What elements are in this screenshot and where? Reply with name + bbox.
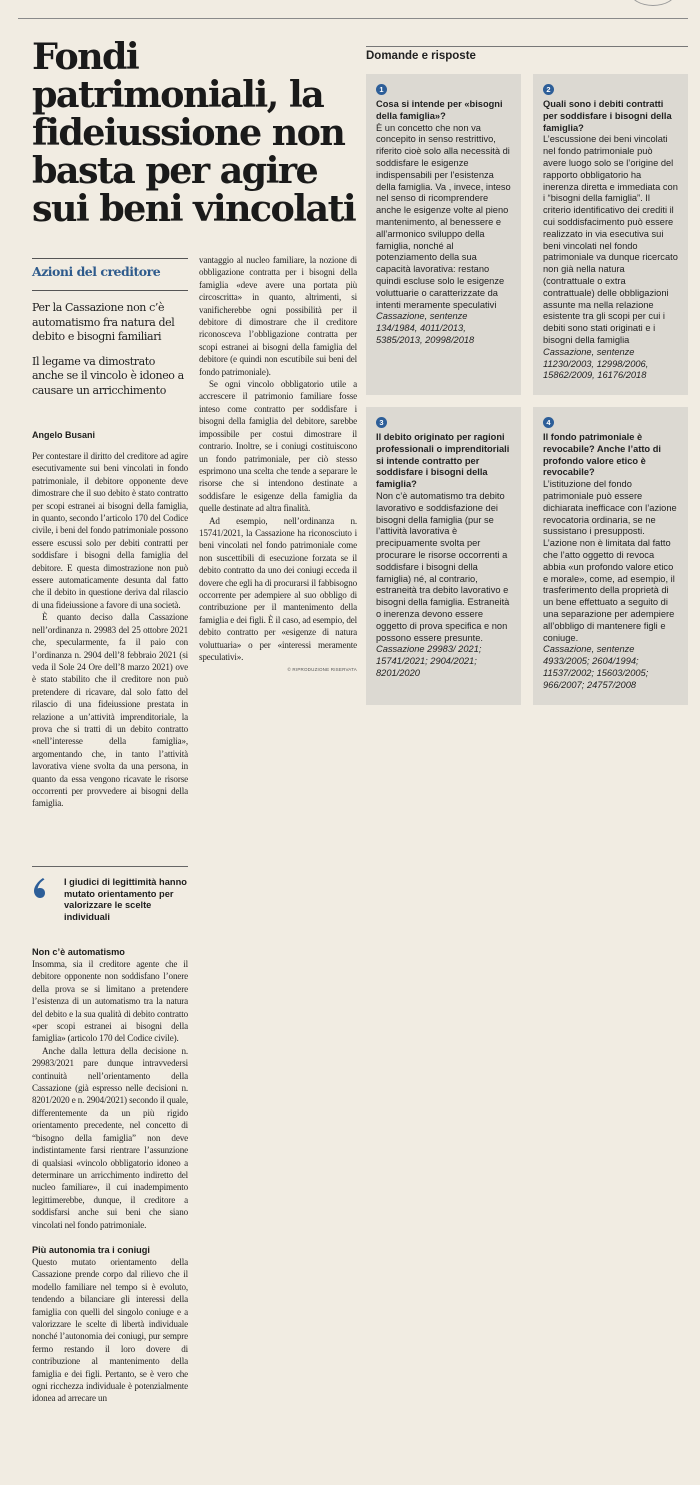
qa-answer: È un concetto che non va concepito in senso restrittivo, riferito cioè solo alla necessità di soddisfare le esigenze indispensabili per l’esistenza della famiglia. Va , invece, inteso nel senso di ricomprendere anche le esigenze volte al pieno mantenimento, al benessere e all’armonico sviluppo della famiglia, nonché al potenziamento della sua capacità lavorativa: restano quindi escluse solo le esigenze voluttuarie o caratterizzate da intenti meramente speculativi [376, 122, 511, 310]
subhead: Non c’è automatismo [32, 947, 125, 957]
qa-citation: Cassazione 29983/ 2021; 15741/2021; 2904/2021; 8201/2020 [376, 644, 482, 678]
pull-quote [32, 866, 188, 923]
paragraph: Insomma, sia il creditore agente che il debitore opponente non soddisfano l’onere della prova se si limitano a pretendere l’esistenza di un automatismo tra la natura del debito e la sua qualità di debito contratto «per scopi estranei ai bisogni della famiglia» (articolo 170 del Codice civile). [32, 959, 188, 1044]
qa-box [533, 74, 688, 395]
author: Angelo Busani [32, 430, 96, 440]
quote-mark-icon [32, 877, 64, 923]
qa-answer: L’escussione dei beni vincolati nel fondo patrimoniale può avere luogo solo se l’origine del rapporto obbligatorio ha inerenza diretta e immediata con i “bisogni della famiglia”. Il criterio identificativo dei crediti il cui soddisfacimento può essere realizzato in via esecutiva sui beni vincolati nel fondo patrimoniale va dunque ricercato non già nella natura (contrattuale o extra contrattuale) delle obbligazioni assunte ma nella relazione esistente tra gli scopi per cui i debiti sono stati originati e i bisogni della famiglia [543, 134, 678, 345]
section-tag: Azioni del creditore [32, 264, 161, 279]
qa-question: Quali sono i debiti contratti per soddisfare i bisogni della famiglia? [543, 99, 672, 133]
paragraph: Anche dalla lettura della decisione n. 29983/2021 pare dunque intravvedersi continuità nell’orientamento della Cassazione (già espresso nelle decisioni n. 8201/2020 e n. 2904/2021) secondo il quale, differentemente da un più rigido orientamento precedente, nel concetto di “bisogno della famiglia” non deve indistintamente farsi rientrare l’assunzione di qualsiasi «vincolo obbligatorio idoneo a determinare un arricchimento indiretto del nucleo familiare», il cui inadempimento legittimerebbe, dunque, il creditore a soddisfarsi anche sui beni che siano vincolati nel fondo patrimoniale. [32, 1045, 188, 1230]
paragraph: Per contestare il diritto del creditore ad agire esecutivamente sui beni vincolati in fondo patrimoniale, il debitore opponente deve dimostrare che il suo debito è stato contratto per scopi estranei ai bisogni della famiglia, in quanto, secondo l’articolo 170 del Codice civile, i beni del fondo patrimoniale possono essere escussi solo per debiti contratti per soddisfare i bisogni della famiglia del debitore. E questa dimostrazione non può essere automaticamente desunta dal fatto che il debito in questione deriva dal rilascio di una fideiussione a favore di una società. [32, 451, 188, 610]
qa-question: Cosa si intende per «bisogni della famiglia»? [376, 99, 503, 121]
paragraph: È quanto deciso dalla Cassazione nell’ordinanza n. 29983 del 25 ottobre 2021 che, specularmente, fa il paio con l’ordinanza n. 2904 dell’8 febbraio 2021 (si veda il Sole 24 Ore dell’8 marzo 2021) ove è stato stabilito che il creditore non può pretendere di ricavare, dal solo fatto del rilascio di una fideiussione prestata in relazione a un’attività imprenditoriale, la prova che si tratti di un debito contratto «nell’interesse della famiglia», argomentando che, in tanto l’attività lavorativa viene svolta da una persona, in quanto da essa vengono ricavate le risorse occorrenti per provvedere ai bisogni della famiglia. [32, 612, 188, 809]
summary-2: Il legame va dimostrato anche se il vincolo è idoneo a causare un arricchimento [32, 354, 184, 397]
summary-1: Per la Cassazione non c’è automatismo fra natura del debito e bisogni familiari [32, 301, 175, 343]
middle-column [199, 254, 357, 672]
qa-question: Il fondo patrimoniale è revocabile? Anche l’atto di profondo valore etico è revocabile? [543, 432, 661, 478]
qa-answer: Non c’è automatismo tra debito lavorativo e soddisfazione dei bisogni della famiglia (pur se l’attività lavorativa è precipuamente svolta per procurare le risorse occorrenti a soddisfare i bisogni della famiglia) né, al contrario, estraneità tra debito lavorativo e bisogni della famiglia. Estraneità o inerenza devono essere oggetto di prova specifica e non possono essere presunte. [376, 490, 510, 643]
left-body [32, 450, 188, 810]
paragraph: vantaggio al nucleo familiare, la nozione di obbligazione contratta per i bisogni della famiglia «deve avere una portata più circoscritta» in quanto, altrimenti, si vanificherebbe ogni possibilità per il debitore di dimostrare che il creditore riconosceva l’obbligazione contratta per scopi estranei ai bisogni della famiglia del debitore (e quindi non escutibile sui beni del fondo patrimoniale). [199, 255, 357, 377]
paragraph: Se ogni vincolo obbligatorio utile a accrescere il patrimonio familiare fosse inteso come contratto per soddisfare i bisogni della famiglia del debitore, sarebbe impossibile per costui dimostrare il contrario. Inoltre, se i coniugi costituiscono un fondo patrimoniale, per ciò stesso esprimono una scelta che tende a separare le risorse che si intendono destinate a soddisfare le esigenze della famiglia da quelle destinate ad altra finalità. [199, 379, 357, 514]
qa-number-badge: 2 [543, 84, 554, 95]
left-column-lower [32, 947, 188, 1405]
qa-title: Domande e risposte [366, 50, 476, 62]
copyright-notice: © RIPRODUZIONE RISERVATA [287, 667, 357, 673]
subhead: Più autonomia tra i coniugi [32, 1244, 150, 1255]
qa-number-badge: 4 [543, 417, 554, 428]
page-corner-ornament [630, 0, 676, 6]
paragraph: Ad esempio, nell’ordinanza n. 15741/2021, la Cassazione ha riconosciuto i beni vincolati nel fondo patrimoniale come non suscettibili di esecuzione forzata se il debito contratto da uno dei coniugi ecceda il dovere che egli ha di procurarsi il fabbisogno occorrente per adempiere al suo obbligo di contribuzione per il mantenimento della famiglia e dei figli. È il caso, ad esempio, del debito contratto per «esigenze di natura voluttuaria» o per «interessi meramente speculativi». [199, 515, 357, 662]
headline: Fondi patrimoniali, la fideiussione non basta per agire sui beni vincolati [32, 35, 356, 230]
qa-citation: Cassazione, sentenze 4933/2005; 2604/1994; 11537/2002; 15603/2005; 966/2007; 24757/2008 [543, 644, 649, 690]
qa-number-badge: 1 [376, 84, 387, 95]
qa-box [366, 74, 521, 395]
quote-text: I giudici di legittimità hanno mutato orientamento per valorizzare le scelte individuali [64, 877, 187, 922]
qa-number-badge: 3 [376, 417, 387, 428]
qa-box [533, 407, 688, 705]
qa-box [366, 407, 521, 705]
paragraph: Questo mutato orientamento della Cassazione prende corpo dal rilievo che il modello familiare nel tempo si è evoluto, tendendo a bilanciare gli interessi della famiglia con quelli del singolo coniuge e a valorizzare le scelte di libertà individuale nonché l’autonomia dei coniugi, pur sempre fermo restando il loro dovere di contribuzione al mantenimento della famiglia e dei figli. Pertanto, se è vero che ogni ricchezza individuale è potenzialmente idonea ad arrecare un [32, 1256, 188, 1404]
left-column [32, 258, 188, 810]
qa-answer: L’istituzione del fondo patrimoniale può essere dichiarata inefficace con l’azione revocatoria ordinaria, se ne sussistano i presupposti. L’azione non è limitata dal fatto che l’atto oggetto di revoca abbia «un profondo valore etico e morale», come, ad esempio, il trasferimento della proprietà di un bene effettuato a seguito di una separazione per adempiere all’obbligo di mantenere figli e coniuge. [543, 479, 677, 643]
top-divider [18, 18, 688, 19]
qa-question: Il debito originato per ragioni professionali o imprenditoriali si intende contratto per soddisfare i bisogni della famiglia? [376, 432, 510, 490]
qa-divider [366, 46, 688, 47]
qa-citation: Cassazione, sentenze 134/1984, 4011/2013, 5385/2013, 20998/2018 [376, 311, 475, 345]
qa-citation: Cassazione, sentenze 11230/2003, 12998/2006, 15862/2009, 16176/2018 [543, 346, 649, 381]
